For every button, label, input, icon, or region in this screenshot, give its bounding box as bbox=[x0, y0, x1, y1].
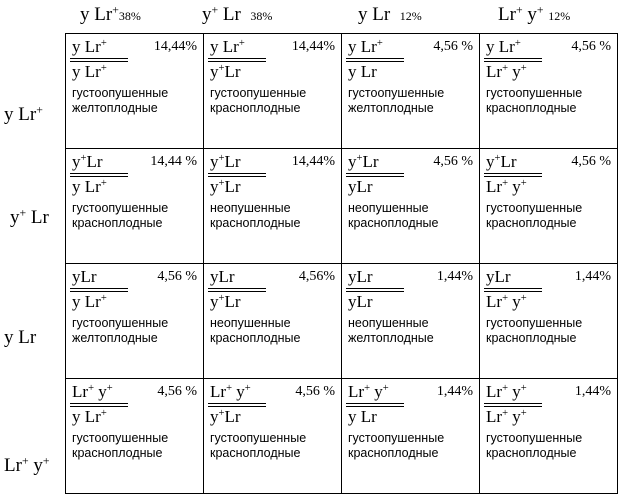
phenotype-line-1: неопушенные bbox=[348, 201, 429, 215]
genotype-top: y+Lr bbox=[348, 152, 379, 171]
genotype-cell bbox=[342, 379, 480, 494]
phenotype-line-2: желтоплодные bbox=[348, 331, 434, 345]
genotype-cell bbox=[66, 34, 204, 149]
phenotype-line-2: краснoплодные bbox=[72, 446, 163, 460]
phenotype-line-2: краснoплодные bbox=[210, 101, 301, 115]
phenotype-text bbox=[348, 86, 444, 116]
genotype-cell bbox=[342, 149, 480, 264]
phenotype-line-1: густоопушенные bbox=[486, 431, 583, 445]
genotype-bottom: Lr+ y+ bbox=[486, 62, 527, 81]
phenotype-line-2: краснoплодные bbox=[348, 446, 439, 460]
row-header-2: y+ Lr bbox=[10, 206, 49, 228]
col-header-4: Lr+ y+ 12% bbox=[498, 3, 571, 25]
phenotype-line-2: краснoплодные bbox=[486, 446, 577, 460]
genotype-cell bbox=[480, 264, 618, 379]
genotype-bottom: y+Lr bbox=[210, 292, 241, 311]
genotype-cell bbox=[204, 379, 342, 494]
phenotype-line-1: неопушенные bbox=[210, 201, 291, 215]
row-header-1: y Lr+ bbox=[4, 103, 43, 125]
frequency-percent: 14,44% bbox=[291, 154, 335, 169]
genotype-bottom: y+Lr bbox=[210, 62, 241, 81]
phenotype-text bbox=[72, 201, 168, 231]
frequency-percent: 1,44% bbox=[436, 384, 473, 399]
genotype-bottom: y Lr bbox=[348, 407, 377, 426]
genotype-cell bbox=[66, 149, 204, 264]
phenotype-line-2: краснoплодные bbox=[486, 216, 577, 230]
phenotype-text bbox=[348, 316, 434, 346]
genotype-cell bbox=[480, 149, 618, 264]
frequency-percent: 1,44% bbox=[574, 384, 611, 399]
genotype-bottom: Lr+ y+ bbox=[486, 177, 527, 196]
phenotype-line-2: краснoплодные bbox=[348, 216, 439, 230]
phenotype-line-1: густоопушенные bbox=[486, 86, 583, 100]
genotype-cell bbox=[342, 264, 480, 379]
genotype-bottom: y Lr+ bbox=[72, 62, 107, 81]
phenotype-line-1: густоопушенные bbox=[210, 86, 307, 100]
genotype-bottom: y Lr+ bbox=[72, 177, 107, 196]
genotype-top: yLr bbox=[72, 267, 97, 286]
frequency-percent: 4,56 % bbox=[157, 269, 197, 284]
genotype-bottom: y Lr+ bbox=[72, 292, 107, 311]
phenotype-text bbox=[210, 431, 306, 461]
frequency-percent: 4,56 % bbox=[157, 384, 197, 399]
phenotype-line-1: густоопушенные bbox=[348, 86, 445, 100]
phenotype-text bbox=[486, 316, 582, 346]
frequency-percent: 14,44% bbox=[291, 39, 335, 54]
grid-row bbox=[66, 34, 618, 149]
col-header-3: y Lr 12% bbox=[358, 4, 422, 25]
col-header-1: y Lr+38% bbox=[80, 3, 141, 25]
phenotype-text bbox=[348, 431, 444, 461]
col-header-2: y+ Lr 38% bbox=[202, 3, 273, 25]
phenotype-line-1: густоопушенные bbox=[72, 86, 169, 100]
genotype-top: Lr+ y+ bbox=[486, 382, 527, 401]
genotype-top: y Lr+ bbox=[72, 37, 107, 56]
genotype-top: Lr+ y+ bbox=[348, 382, 389, 401]
phenotype-line-1: неопушенные bbox=[210, 316, 291, 330]
punnett-grid bbox=[65, 33, 618, 494]
genotype-top: y+Lr bbox=[72, 152, 103, 171]
row-header-3: y Lr bbox=[4, 327, 37, 348]
grid-row bbox=[66, 264, 618, 379]
genotype-top: yLr bbox=[486, 267, 511, 286]
frequency-percent: 1,44% bbox=[436, 269, 473, 284]
genotype-top: Lr+ y+ bbox=[210, 382, 251, 401]
phenotype-line-1: неопушенные bbox=[348, 316, 429, 330]
frequency-percent: 4,56 % bbox=[571, 154, 611, 169]
genotype-top: y Lr+ bbox=[348, 37, 383, 56]
phenotype-line-1: густоопушенные bbox=[486, 316, 583, 330]
frequency-percent: 1,44% bbox=[574, 269, 611, 284]
genotype-top: Lr+ y+ bbox=[72, 382, 113, 401]
grid-row bbox=[66, 149, 618, 264]
phenotype-text bbox=[348, 201, 439, 231]
phenotype-line-2: краснoплодные bbox=[210, 446, 301, 460]
frequency-percent: 4,56 % bbox=[295, 384, 335, 399]
genotype-top: y+Lr bbox=[210, 152, 241, 171]
frequency-percent: 4,56 % bbox=[571, 39, 611, 54]
phenotype-text bbox=[210, 201, 301, 231]
genotype-cell bbox=[480, 34, 618, 149]
frequency-percent: 14,44% bbox=[153, 39, 197, 54]
genotype-top: yLr bbox=[348, 267, 373, 286]
genotype-bottom: yLr bbox=[348, 177, 373, 196]
phenotype-text bbox=[72, 316, 168, 346]
genotype-cell bbox=[204, 34, 342, 149]
genotype-bottom: y Lr bbox=[348, 62, 377, 81]
genotype-bottom: Lr+ y+ bbox=[486, 292, 527, 311]
genotype-cell bbox=[204, 149, 342, 264]
phenotype-text bbox=[486, 431, 582, 461]
genotype-top: y+Lr bbox=[486, 152, 517, 171]
genotype-bottom: y+Lr bbox=[210, 407, 241, 426]
genotype-cell bbox=[66, 264, 204, 379]
genotype-bottom: yLr bbox=[348, 292, 373, 311]
genotype-bottom: y+Lr bbox=[210, 177, 241, 196]
phenotype-text bbox=[72, 431, 168, 461]
phenotype-line-1: густоопушенные bbox=[72, 431, 169, 445]
genotype-cell bbox=[480, 379, 618, 494]
genotype-top: yLr bbox=[210, 267, 235, 286]
phenotype-line-1: густоопушенные bbox=[348, 431, 445, 445]
phenotype-line-2: желтоплодные bbox=[72, 101, 158, 115]
phenotype-line-2: краснoплодные bbox=[210, 331, 301, 345]
phenotype-line-2: желтоплодные bbox=[72, 331, 158, 345]
phenotype-line-1: густоопушенные bbox=[210, 431, 307, 445]
phenotype-line-2: желтоплодные bbox=[348, 101, 434, 115]
genotype-cell bbox=[204, 264, 342, 379]
phenotype-line-1: густоопушенные bbox=[72, 201, 169, 215]
phenotype-line-1: густоопушенные bbox=[486, 201, 583, 215]
frequency-percent: 4,56% bbox=[298, 269, 335, 284]
genotype-cell bbox=[342, 34, 480, 149]
phenotype-line-2: краснoплодные bbox=[72, 216, 163, 230]
genotype-cell bbox=[66, 379, 204, 494]
phenotype-text bbox=[486, 86, 582, 116]
frequency-percent: 4,56 % bbox=[433, 39, 473, 54]
phenotype-text bbox=[486, 201, 582, 231]
phenotype-text bbox=[210, 86, 306, 116]
frequency-percent: 4,56 % bbox=[433, 154, 473, 169]
genotype-bottom: Lr+ y+ bbox=[486, 407, 527, 426]
genotype-bottom: y Lr+ bbox=[72, 407, 107, 426]
phenotype-line-1: густоопушенные bbox=[72, 316, 169, 330]
frequency-percent: 14,44 % bbox=[150, 154, 197, 169]
phenotype-line-2: краснoплодные bbox=[210, 216, 301, 230]
genotype-top: y Lr+ bbox=[210, 37, 245, 56]
phenotype-line-2: краснoплодные bbox=[486, 101, 577, 115]
grid-row bbox=[66, 379, 618, 494]
genotype-top: y Lr+ bbox=[486, 37, 521, 56]
phenotype-text bbox=[210, 316, 301, 346]
phenotype-text bbox=[72, 86, 168, 116]
phenotype-line-2: краснoплодные bbox=[486, 331, 577, 345]
row-header-4: Lr+ y+ bbox=[4, 454, 50, 476]
